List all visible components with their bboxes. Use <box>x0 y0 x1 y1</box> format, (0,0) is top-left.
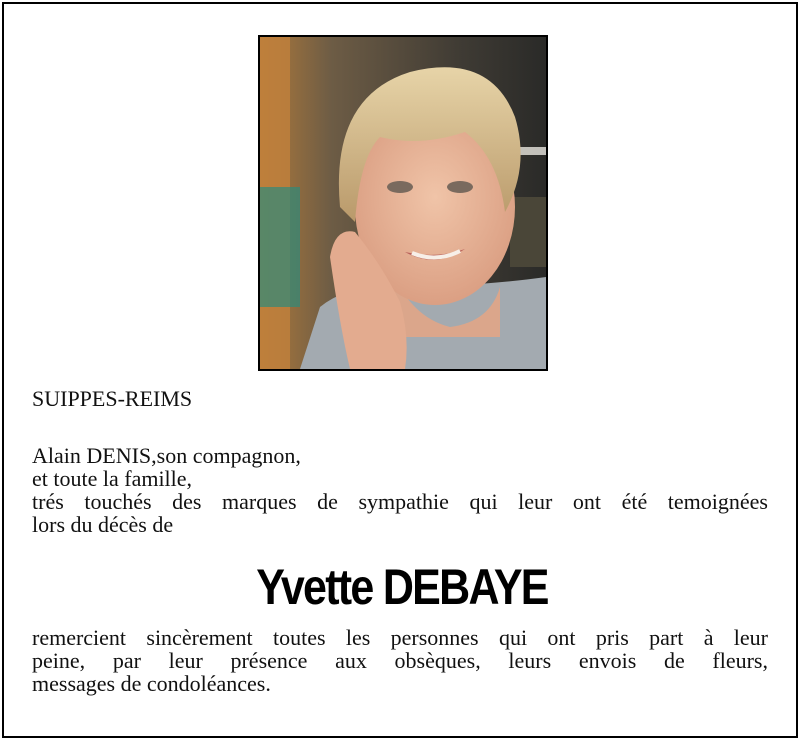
thanks-paragraph <box>32 626 768 695</box>
thanks-line: remercient sincèrement toutes les personnes qui ont pris part à leur <box>32 625 768 650</box>
deceased-name: Yvette DEBAYE <box>256 559 548 615</box>
location-line: SUIPPES-REIMS <box>32 386 193 411</box>
obituary-notice <box>2 2 798 738</box>
intro-line: trés touchés des marques de sympathie qui leur ont été temoignées <box>32 489 768 514</box>
intro-paragraph <box>32 444 768 536</box>
portrait-image <box>260 37 546 369</box>
intro-line: et toute la famille, <box>32 466 193 491</box>
thanks-line: messages de condoléances. <box>32 671 271 696</box>
intro-line: lors du décès de <box>32 512 174 537</box>
thanks-line: peine, par leur présence aux obsèques, leurs envois de fleurs, <box>32 648 768 673</box>
intro-line: Alain DENIS,son compagnon, <box>32 443 301 468</box>
portrait-photo <box>258 35 548 371</box>
